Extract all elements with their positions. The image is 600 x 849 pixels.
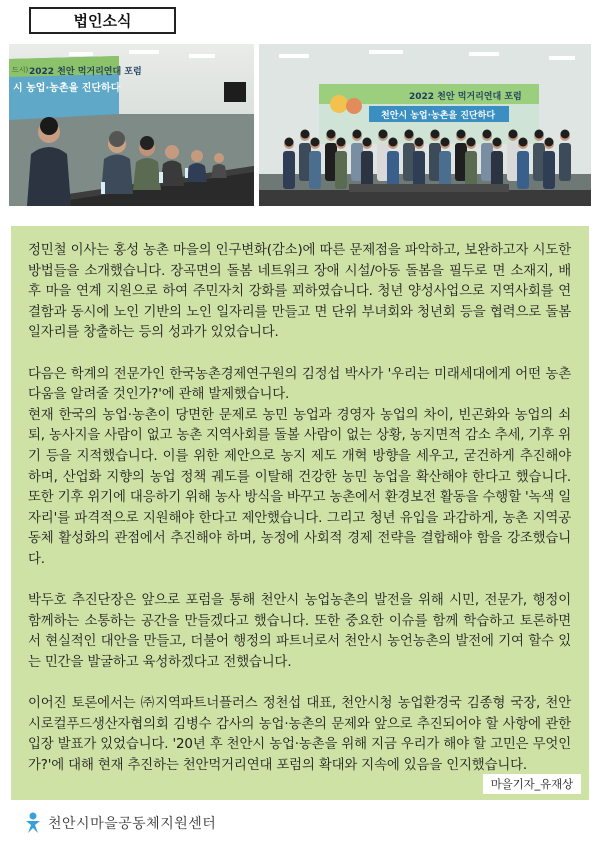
banner-subtitle-right: 천안시 농업·농촌을 진단하다 xyxy=(381,111,496,121)
article-paragraph: 현재 한국의 농업·농촌이 당면한 문제로 농민 농업과 경영자 농업의 차이, 빈곤화와 농업의 쇠퇴, 농사지을 사람이 없고 농촌 지역사회를 돌볼 사람이 없는 상황, 농지면적 감소 추세, 기후 위기 등을 지적했습니다. 이를 위한 제안으로 농지 제도 개혁 방향을 세우고, 굳건하게 추진해야 하며, 산업화 지향의 농업 정책 궤도를 이탈해 건강한 농민 농업을 확산해야 한다고 했습니다. 또한 기후 위기에 대응하기 위해 농사 방식을 바꾸고 농촌에서 환경보전 활동을 수행할 '녹색 일자리'를 파격적으로 지원해야 한다고 제안했습니다. 그리고 청년 유입을 과감하게, 농촌 지역공동체 활성화의 관점에서 추진해야 하며, 농정에 사회적 경제 전략을 결합해야 함을 강조했습니다. xyxy=(28,407,571,567)
reporter-byline: 마을기자_유재상 xyxy=(483,774,581,794)
banner-subtitle-left: 시 농업·농촌을 진단하다 xyxy=(13,83,121,94)
section-label: 법인소식 xyxy=(29,7,176,34)
center-logo-text: 천안시마을공동체지원센터 xyxy=(48,816,217,832)
article-paragraph: 이어진 토론에서는 ㈜지역파트너플러스 정천섭 대표, 천안시청 농업환경국 김종형 국장, 천안시로컬푸드생산자협의회 김병수 감사의 농업·농촌의 문제와 앞으로 추진되어야 할 사항에 관한 입장 발표가 있었습니다. '20년 후 천안시 농업·농촌을 위해 지금 우리가 해야 할 고민은 무엇인가?'에 대해 현재 추진하는 천안먹거리연대 포럼의 확대와 지속에 있음을 인지했습니다. xyxy=(28,696,571,773)
article-paragraph: 다음은 학계의 전문가인 한국농촌경제연구원의 김정섭 박사가 '우리는 미래세대에게 어떤 농촌다움을 알려줄 것인가?'에 관해 발제했습니다. xyxy=(28,366,571,403)
center-logo xyxy=(24,812,216,834)
article-body xyxy=(11,226,589,800)
person-logo-icon xyxy=(24,812,42,834)
banner-title-left: 2022 천안 먹거리연대 포럼 xyxy=(29,67,142,77)
group-photo xyxy=(259,44,591,206)
banner-small-text: 드시) xyxy=(12,66,29,74)
banner-title-right: 2022 천안 먹거리연대 포럼 xyxy=(409,92,522,102)
article-paragraph: 정민철 이사는 홍성 농촌 마을의 인구변화(감소)에 따른 문제점을 파악하고, 보완하고자 시도한 방법들을 소개했습니다. 장곡면의 돌봄 네트워크 장애 시설/아동 돌봄을 필두로 면 소재지, 배후 마을 연계 지원으로 하여 주민자치 강화를 꾀하였습니다. 청년 양성사업으로 지역사회를 연결함과 동시에 노인 기반의 노인 일자리를 만들고 면 단위 부녀회와 청년회 등을 협력으로 돌봄 일자리를 창출하는 등의 성과가 있었습니다. xyxy=(28,243,571,341)
article-paragraph: 박두호 추진단장은 앞으로 포럼을 통해 천안시 농업농촌의 발전을 위해 시민, 전문가, 행정이 함께하는 소통하는 공간을 만들겠다고 했습니다. 또한 중요한 이슈를 함께 학습하고 토론하면서 현실적인 대안을 만들고, 더불어 행정의 파트너로서 천안시 농언농촌의 발전에 기여 할수 있는 민간을 발굴하고 육성하겠다고 전했습니다. xyxy=(28,593,571,670)
panel-photo xyxy=(9,44,254,206)
